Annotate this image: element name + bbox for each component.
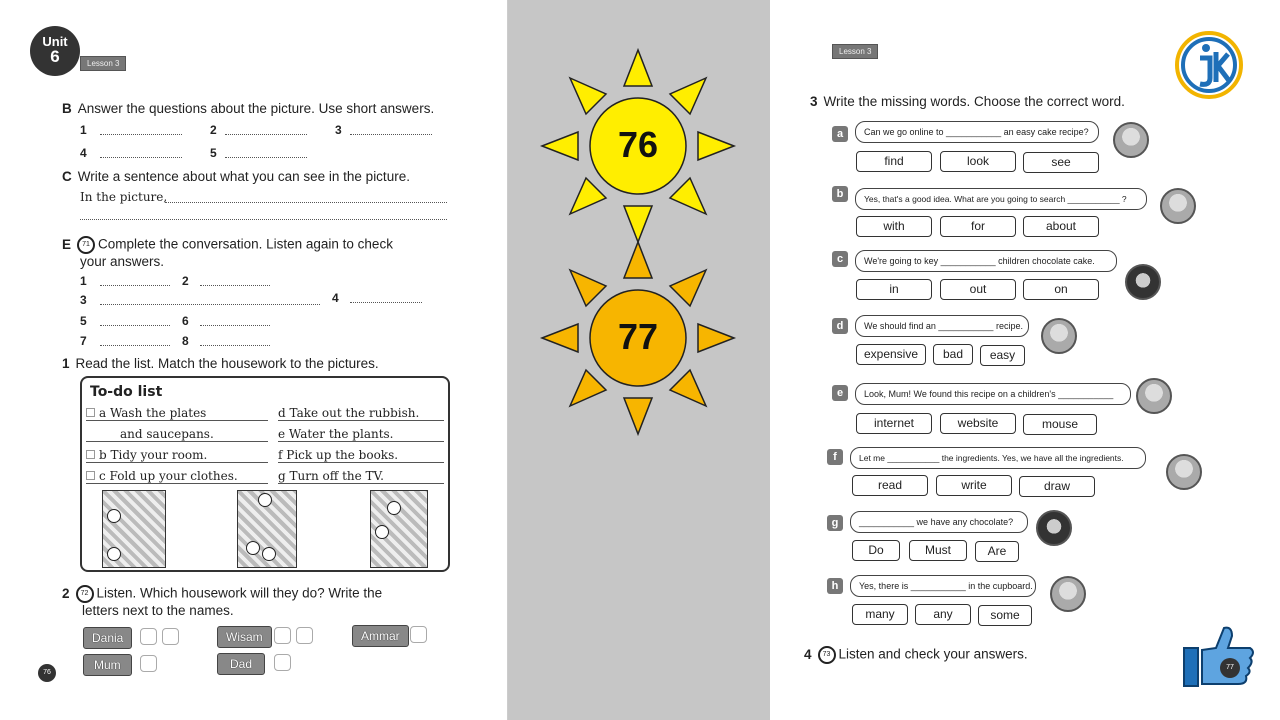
- answer-blank[interactable]: [350, 125, 432, 135]
- checkbox[interactable]: [86, 408, 95, 417]
- section-b-instruction: [62, 101, 434, 116]
- unit-number: 6: [50, 47, 60, 66]
- option-button[interactable]: many: [852, 604, 908, 625]
- blank-number: 3: [335, 123, 342, 137]
- section-2-instruction: [62, 585, 462, 618]
- blank-number: 5: [80, 314, 87, 328]
- todo-item: [86, 448, 268, 463]
- section-3-instruction: [810, 94, 1125, 109]
- logo-icon: [1174, 30, 1244, 100]
- center-divider: [508, 0, 770, 720]
- answer-circle[interactable]: [246, 541, 260, 555]
- section-e-instruction: [62, 236, 462, 269]
- option-button[interactable]: see: [1023, 152, 1099, 173]
- section-letter: E: [62, 236, 72, 252]
- option-button[interactable]: write: [936, 475, 1012, 496]
- letter-box[interactable]: [296, 627, 313, 644]
- answer-circle[interactable]: [107, 509, 121, 523]
- thumbs-up-icon: [1180, 624, 1256, 688]
- speech-bubble: ___________ we have any chocolate?: [850, 511, 1028, 533]
- blank-number: 4: [80, 146, 87, 160]
- instruction-text: Answer the questions about the picture. Use short answers.: [77, 101, 435, 116]
- letter-box[interactable]: [274, 627, 291, 644]
- avatar: [1166, 454, 1202, 490]
- option-button[interactable]: mouse: [1023, 414, 1097, 435]
- option-button[interactable]: draw: [1019, 476, 1095, 497]
- answer-blank[interactable]: [350, 293, 422, 303]
- like-thumbs-up[interactable]: [1180, 624, 1256, 688]
- sun-page-76[interactable]: [538, 46, 738, 246]
- avatar: [1125, 264, 1161, 300]
- section-4-instruction: [804, 646, 1028, 664]
- option-button[interactable]: on: [1023, 279, 1099, 300]
- option-button[interactable]: read: [852, 475, 928, 496]
- option-button[interactable]: Are: [975, 541, 1019, 562]
- name-tag-wisam: Wisam: [217, 626, 272, 648]
- answer-blank[interactable]: [100, 276, 170, 286]
- name-tag-dania: Dania: [83, 627, 132, 649]
- answer-blank[interactable]: [100, 336, 170, 346]
- blank-number: 6: [182, 314, 189, 328]
- section-1-instruction: [62, 356, 379, 371]
- instruction-text: Read the list. Match the housework to the pictures.: [75, 356, 379, 371]
- option-button[interactable]: find: [856, 151, 932, 172]
- option-button[interactable]: Must: [909, 540, 967, 561]
- blank-number: 1: [80, 123, 87, 137]
- todo-item: [86, 427, 268, 442]
- speech-bubble: We're going to key ___________ children chocolate cake.: [855, 250, 1117, 272]
- sentence-blank[interactable]: [80, 210, 447, 220]
- avatar: [1113, 122, 1149, 158]
- todo-item: [86, 469, 268, 484]
- speech-bubble: We should find an ___________ recipe.: [855, 315, 1029, 337]
- blank-number: 1: [80, 274, 87, 288]
- lesson-tag: Lesson 3: [832, 44, 878, 59]
- answer-circle[interactable]: [387, 501, 401, 515]
- option-button[interactable]: for: [940, 216, 1016, 237]
- option-button[interactable]: website: [940, 413, 1016, 434]
- sentence-blank[interactable]: [165, 193, 447, 203]
- item-letter: b: [832, 186, 848, 202]
- unit-badge: [30, 26, 80, 76]
- letter-box[interactable]: [274, 654, 291, 671]
- section-number: 3: [810, 94, 818, 109]
- unit-label: Unit: [42, 34, 68, 49]
- answer-blank[interactable]: [225, 148, 307, 158]
- section-number: 1: [62, 356, 70, 371]
- option-button[interactable]: Do: [852, 540, 900, 561]
- blank-number: 7: [80, 334, 87, 348]
- answer-circle[interactable]: [107, 547, 121, 561]
- answer-blank[interactable]: [100, 125, 182, 135]
- avatar: [1136, 378, 1172, 414]
- todo-text: a Wash the plates: [99, 406, 207, 420]
- option-button[interactable]: easy: [980, 345, 1025, 366]
- name-tag-mum: Mum: [83, 654, 132, 676]
- answer-blanks-b: [80, 123, 480, 173]
- speech-bubble: Yes, that's a good idea. What are you going to search ___________ ?: [855, 188, 1147, 210]
- option-button[interactable]: any: [915, 604, 971, 625]
- answer-circle[interactable]: [258, 493, 272, 507]
- item-letter: d: [832, 318, 848, 334]
- answer-blank[interactable]: [200, 276, 270, 286]
- instruction-text: Write the missing words. Choose the correct word.: [823, 94, 1125, 109]
- section-letter: C: [62, 169, 72, 184]
- todo-text: c Fold up your clothes.: [99, 469, 238, 483]
- letter-box[interactable]: [410, 626, 427, 643]
- section-number: 2: [62, 585, 70, 601]
- instruction-text: letters next to the names.: [82, 603, 234, 618]
- answer-blank[interactable]: [100, 148, 182, 158]
- section-c-instruction: [62, 169, 410, 184]
- left-workbook-page: [0, 0, 508, 720]
- option-button[interactable]: in: [856, 279, 932, 300]
- housework-picture: [237, 490, 297, 568]
- answer-blank[interactable]: [225, 125, 307, 135]
- headphones-icon: 71: [77, 236, 95, 254]
- todo-item: g Turn off the TV.: [278, 469, 444, 484]
- avatar: [1050, 576, 1086, 612]
- sun-label: 77: [617, 316, 659, 357]
- option-button[interactable]: with: [856, 216, 932, 237]
- instruction-text: Complete the conversation. Listen again to check: [98, 236, 393, 252]
- option-button[interactable]: internet: [856, 413, 932, 434]
- blank-number: 3: [80, 293, 87, 307]
- speech-bubble: Look, Mum! We found this recipe on a children's ___________: [855, 383, 1131, 405]
- page-number: 77: [1220, 658, 1240, 678]
- option-button[interactable]: bad: [933, 344, 973, 365]
- option-button[interactable]: about: [1023, 216, 1099, 237]
- headphones-icon: 72: [76, 585, 94, 603]
- section-letter: B: [62, 101, 72, 116]
- headphones-icon: 73: [818, 646, 836, 664]
- option-button[interactable]: some: [978, 605, 1032, 626]
- right-workbook-page: [770, 0, 1280, 720]
- blank-number: 2: [182, 274, 189, 288]
- todo-item: e Water the plants.: [278, 427, 444, 442]
- speech-bubble: Yes, there is ___________ in the cupboard.: [850, 575, 1036, 597]
- todo-item: f Pick up the books.: [278, 448, 444, 463]
- answer-blank[interactable]: [200, 316, 270, 326]
- instruction-text: Write a sentence about what you can see in the picture.: [77, 169, 410, 184]
- item-letter: a: [832, 126, 848, 142]
- checkbox[interactable]: [86, 450, 95, 459]
- item-letter: g: [827, 515, 843, 531]
- housework-picture: [102, 490, 166, 568]
- blank-number: 5: [210, 146, 217, 160]
- channel-logo: [1174, 30, 1244, 100]
- answer-blank[interactable]: [200, 336, 270, 346]
- item-letter: c: [832, 251, 848, 267]
- todo-text: and saucepans.: [120, 427, 214, 441]
- answer-blanks-e: [80, 274, 440, 354]
- answer-circle[interactable]: [375, 525, 389, 539]
- todo-item: d Take out the rubbish.: [278, 406, 444, 421]
- answer-blank[interactable]: [100, 295, 320, 305]
- name-tag-dad: Dad: [217, 653, 265, 675]
- speech-bubble: Can we go online to ___________ an easy cake recipe?: [855, 121, 1099, 143]
- option-button[interactable]: expensive: [856, 344, 926, 365]
- blank-number: 4: [332, 291, 339, 305]
- letter-box[interactable]: [140, 628, 157, 645]
- answer-circle[interactable]: [262, 547, 276, 561]
- avatar: [1041, 318, 1077, 354]
- todo-title: To-do list: [90, 384, 163, 400]
- letter-box[interactable]: [162, 628, 179, 645]
- sentence-prompt: In the picture,: [80, 190, 168, 204]
- speech-bubble: Let me ___________ the ingredients. Yes, we have all the ingredients.: [850, 447, 1146, 469]
- section-number: 4: [804, 646, 812, 662]
- todo-item: [86, 406, 268, 421]
- item-letter: f: [827, 449, 843, 465]
- blank-number: 2: [210, 123, 217, 137]
- item-letter: e: [832, 385, 848, 401]
- avatar: [1036, 510, 1072, 546]
- todo-list-box: [80, 376, 450, 572]
- blank-number: 8: [182, 334, 189, 348]
- sun-page-77[interactable]: [538, 238, 738, 438]
- letter-box[interactable]: [140, 655, 157, 672]
- checkbox[interactable]: [86, 471, 95, 480]
- answer-blank[interactable]: [100, 316, 170, 326]
- avatar: [1160, 188, 1196, 224]
- instruction-text: Listen. Which housework will they do? Write the: [96, 585, 383, 601]
- option-button[interactable]: out: [940, 279, 1016, 300]
- instruction-text: your answers.: [80, 254, 165, 269]
- item-letter: h: [827, 578, 843, 594]
- housework-picture: [370, 490, 428, 568]
- instruction-text: Listen and check your answers.: [838, 646, 1028, 662]
- page-number: 76: [38, 664, 56, 682]
- todo-text: b Tidy your room.: [99, 448, 208, 462]
- sun-label: 76: [617, 124, 659, 165]
- name-tag-ammar: Ammar: [352, 625, 409, 647]
- option-button[interactable]: look: [940, 151, 1016, 172]
- lesson-tag: Lesson 3: [80, 56, 126, 71]
